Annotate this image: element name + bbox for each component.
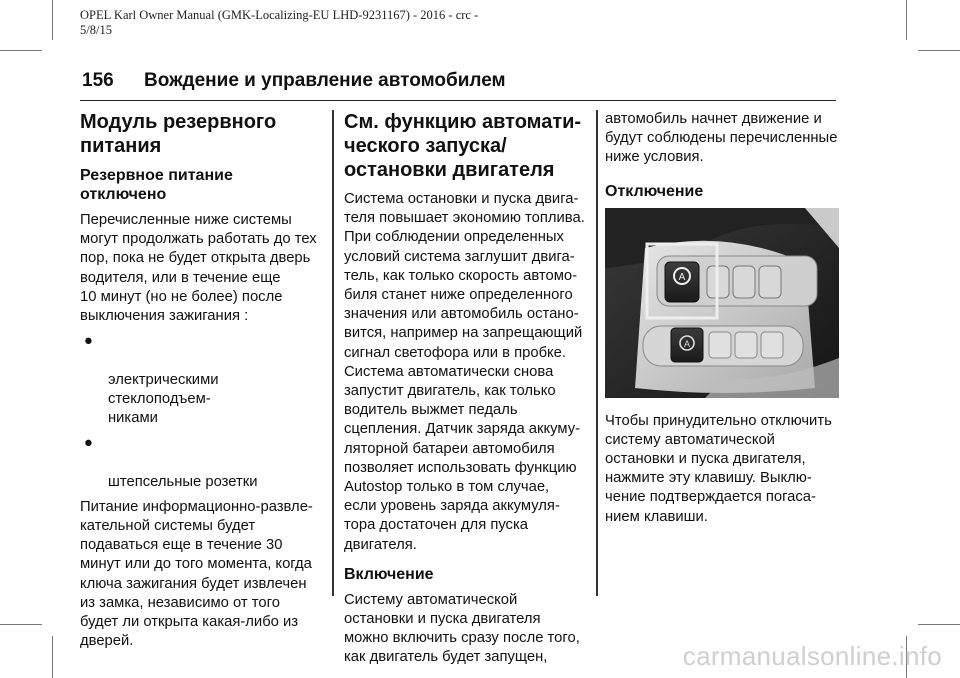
page-number: 156 bbox=[82, 70, 114, 91]
crop-mark bbox=[52, 636, 53, 678]
document-meta-date: 5/8/15 bbox=[80, 23, 112, 37]
column-divider bbox=[596, 110, 598, 596]
list-item-text: штепсельные розетки bbox=[108, 473, 258, 490]
watermark: carmanualsonline.info bbox=[682, 641, 942, 671]
button-glyph: A bbox=[683, 338, 691, 349]
subsection-heading: Резервное питание отключено bbox=[80, 167, 233, 203]
column-left bbox=[80, 110, 324, 657]
crop-mark bbox=[906, 0, 907, 40]
body-paragraph: автомобиль начнет движение и будут соблюдены перечисленные ниже условия. bbox=[605, 111, 838, 166]
section-heading: См. функцию автомати- ческого запуска/ остановки двигателя bbox=[344, 111, 582, 181]
column-divider bbox=[332, 110, 334, 596]
subsection-heading: Отключение bbox=[605, 182, 704, 200]
running-head bbox=[80, 68, 836, 101]
crop-mark bbox=[0, 50, 42, 51]
bullet-icon: ● bbox=[84, 333, 93, 350]
crop-mark bbox=[0, 624, 42, 625]
list-item bbox=[80, 434, 324, 492]
crop-mark bbox=[52, 0, 53, 40]
list-item-text: электрическими стеклоподъем- никами bbox=[108, 371, 219, 427]
crop-mark bbox=[918, 624, 960, 625]
column-middle bbox=[344, 110, 590, 674]
body-paragraph: Питание информационно-развле- кательной системы будет подаваться еще в течение 30 минут или до того момента, когда ключа зажигания будет извлечен из замка, независимо от того будет ли открыта какая-либо из дверей. bbox=[80, 498, 313, 650]
body-paragraph: Система остановки и пуска двига- теля повышает экономию топлива. При соблюдении определенных условий система заглушит двига- тель, как только скорость автомо- биля станет ниже определенного значения или автомобиль остано- вится, например на запрещающий сигнал светофора или в пробке. Система автоматически снова запустит двигатель, как только водитель выжмет педаль сцепления. Датчик заряда аккуму- ляторной батареи автомобиля позволяет использовать функцию Autostop только в том случае, если уровень заряда аккумуля- тора достаточен для пуска двигателя. bbox=[344, 191, 585, 553]
body-paragraph: Чтобы принудительно отключить систему автоматической остановки и пуска двигателя, нажмите эту клавишу. Выклю- чение подтверждается погаса- нием клавиши. bbox=[605, 412, 832, 525]
body-paragraph: Систему автоматической остановки и пуска двигателя можно включить сразу после того, как двигатель будет запущен, bbox=[344, 591, 580, 666]
document-meta-line: OPEL Karl Owner Manual (GMK-Localizing-EU LHD-9231167) - 2016 - crc - bbox=[80, 8, 479, 22]
list-item bbox=[80, 332, 324, 428]
button-glyph: A bbox=[678, 271, 686, 283]
document-meta bbox=[80, 8, 560, 38]
stop-start-button-photo bbox=[605, 208, 839, 398]
chapter-title: Вождение и управление автомобилем bbox=[144, 70, 506, 91]
body-paragraph: Перечисленные ниже системы могут продолжать работать до тех пор, пока не будет открыта дверь водителя, или в течение еще 10 минут (но не более) после выключения зажигания : bbox=[80, 212, 317, 325]
section-heading: Модуль резервного питания bbox=[80, 111, 277, 157]
crop-mark bbox=[918, 50, 960, 51]
column-right bbox=[605, 110, 840, 533]
subsection-heading: Включение bbox=[344, 565, 434, 583]
bullet-icon: ● bbox=[84, 435, 93, 452]
